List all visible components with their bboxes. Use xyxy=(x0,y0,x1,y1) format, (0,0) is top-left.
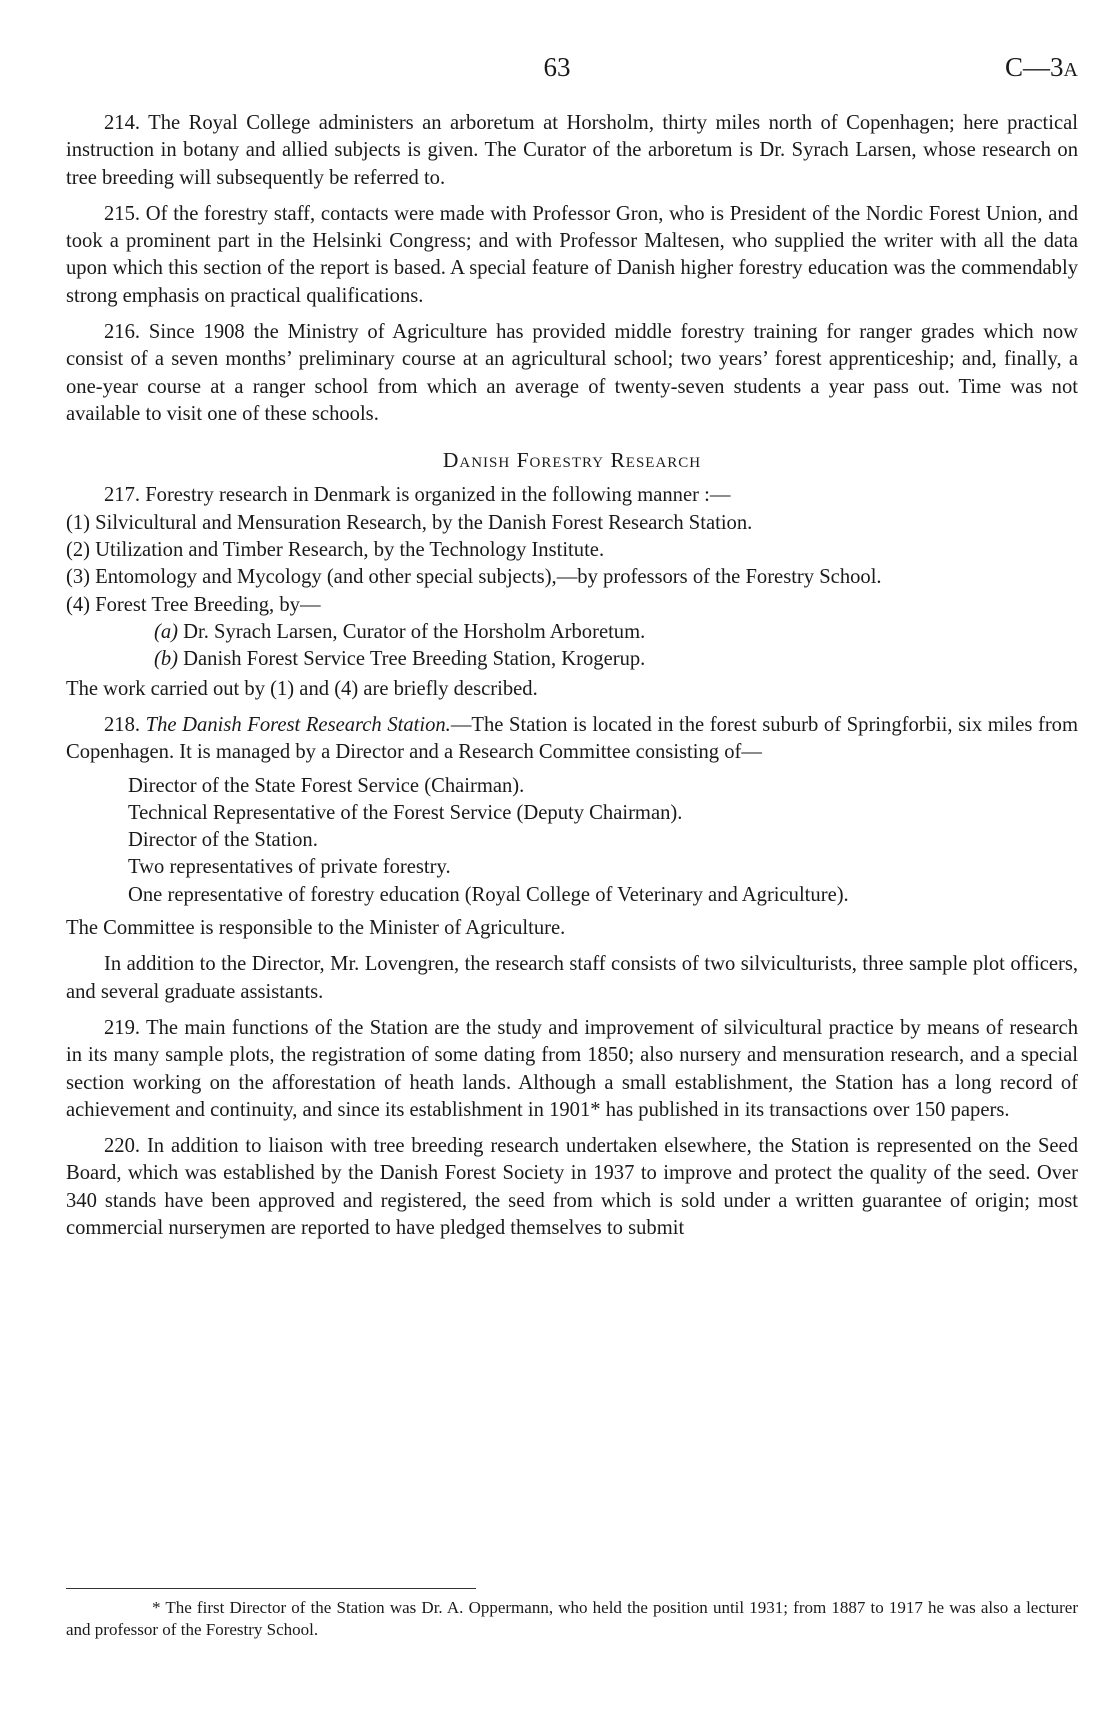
paragraph-text: —The Station is located in the forest suburb of Springforbii, six miles from Copenhagen. It is managed by a Director and a Research Committee consisting of— xyxy=(66,713,1079,764)
sub-item-marker: (b) xyxy=(154,648,179,671)
paragraph-217: 217. Forestry research in Denmark is organized in the following manner :— xyxy=(104,483,731,506)
committee-list xyxy=(66,773,1078,909)
research-list-item: (3) Entomology and Mycology (and other special subjects),—by professors of the Forestry School. xyxy=(66,566,882,589)
committee-member: Two representatives of private forestry. xyxy=(128,856,451,879)
research-staff-line: In addition to the Director, Mr. Lovengren, the research staff consists of two silviculturists, three sample plot officers, and several graduate assistants. xyxy=(66,953,1078,1003)
committee-member: Director of the State Forest Service (Chairman). xyxy=(128,774,525,797)
paragraph-219: 219. The main functions of the Station are the study and improvement of silvicultural practice by means of research in its many sample plots, the registration of some dating from 1850; also nursery and mensuration research, and a special section working on the afforestation of heath lands. Although a small establishment, the Station has a long record of achievement and continuity, and since its establishment in 1901* has published in its transactions over 150 papers. xyxy=(66,1016,1078,1121)
section-heading: Danish Forestry Research xyxy=(442,448,702,473)
sub-item-text: Dr. Syrach Larsen, Curator of the Horsholm Arboretum. xyxy=(178,621,646,644)
breeding-sub-item-b xyxy=(66,646,1078,673)
research-list-item: (2) Utilization and Timber Research, by the Technology Institute. xyxy=(66,539,605,562)
committee-member: One representative of forestry education (Royal College of Veterinary and Agriculture). xyxy=(128,883,849,906)
page-header xyxy=(0,52,1114,92)
work-described-line: The work carried out by (1) and (4) are briefly described. xyxy=(66,677,538,700)
sub-item-marker: (a) xyxy=(154,621,179,644)
committee-responsible-line: The Committee is responsible to the Minister of Agriculture. xyxy=(66,917,566,940)
paragraph-number: 218. xyxy=(104,713,146,736)
footnote: * The first Director of the Station was Dr. A. Oppermann, who held the position until 1931; from 1887 to 1917 he was also a lecturer and professor of the Forestry School. xyxy=(66,1598,1078,1639)
research-list-item: (4) Forest Tree Breeding, by— xyxy=(66,593,321,616)
paragraph-214: 214. The Royal College administers an arboretum at Horsholm, thirty miles north of Copenhagen; here practical instruction in botany and allied subjects is given. The Curator of the arboretum is Dr. Syrach Larsen, whose research on tree breeding will subsequently be referred to. xyxy=(66,112,1078,189)
paragraph-216: 216. Since 1908 the Ministry of Agriculture has provided middle forestry training for ranger grades which now consist of a seven months’ preliminary course at an agricultural school; two years’ forest apprenticeship; and, finally, a one-year course at a ranger school from which an average of twenty-seven students a year pass out. Time was not available to visit one of these schools. xyxy=(66,321,1078,425)
committee-member: Director of the Station. xyxy=(128,829,318,852)
paragraph-215: 215. Of the forestry staff, contacts were made with Professor Gron, who is President of the Nordic Forest Union, and took a prominent part in the Helsinki Congress; and with Professor Maltesen, who supplied the writer with all the data upon which this section of the report is based. A special feature of Danish higher forestry education was the commendably strong emphasis on practical qualifications. xyxy=(66,202,1078,307)
breeding-sub-item-a xyxy=(66,619,1078,646)
series-code xyxy=(1005,52,1078,83)
page-number: 63 xyxy=(543,52,571,82)
footnote-divider xyxy=(66,1588,476,1589)
series-code-main: C—3 xyxy=(1005,52,1064,82)
paragraph-220: 220. In addition to liaison with tree breeding research undertaken elsewhere, the Station is represented on the Seed Board, which was established by the Danish Forest Society in 1937 to improve and protect the quality of the seed. Over 340 stands have been approved and registered, the seed from which is sold under a written guarantee of origin; most commercial nurserymen are reported to have pledged themselves to submit xyxy=(66,1135,1078,1239)
paragraph-218 xyxy=(66,712,1078,767)
sub-item-text: Danish Forest Service Tree Breeding Station, Krogerup. xyxy=(178,648,646,671)
research-list-item: (1) Silvicultural and Mensuration Research, by the Danish Forest Research Station. xyxy=(66,511,753,534)
page-body xyxy=(66,110,1078,1251)
committee-member: Technical Representative of the Forest Service (Deputy Chairman). xyxy=(128,801,683,824)
series-code-suffix: A xyxy=(1063,59,1078,81)
paragraph-title: The Danish Forest Research Station. xyxy=(145,713,451,736)
